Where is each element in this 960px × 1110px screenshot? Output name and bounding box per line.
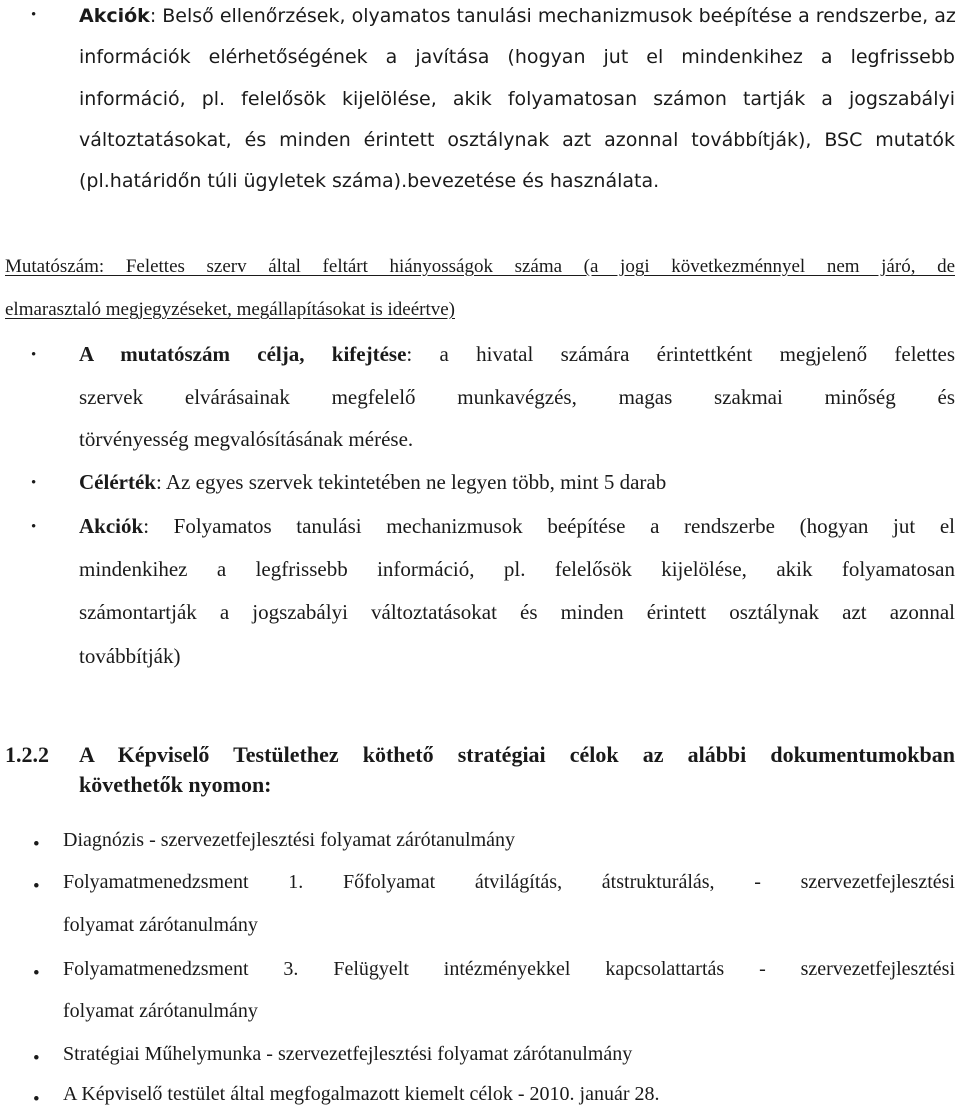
target-line-1: Célérték: Az egyes szervek tekintetében ne legyen több, mint 5 darab bbox=[79, 470, 667, 494]
actions-lead: Akciók bbox=[79, 514, 144, 538]
actions-line-2: mindenkihez a legfrissebb információ, pl. felelősök kijelölése, akik folyamatosan bbox=[79, 557, 955, 581]
action-line-3: információ, pl. felelősök kijelölése, akik folyamatosan számon tartják a jogszabályi bbox=[79, 88, 955, 110]
purpose-line-2: szervek elvárásainak megfelelő munkavégzés, magas szakmai minőség és bbox=[79, 385, 955, 409]
bullet-marker: • bbox=[31, 347, 37, 363]
bullet-marker: • bbox=[33, 834, 40, 855]
bullet-marker: • bbox=[33, 963, 40, 984]
actions-line-1: Akciók: Folyamatos tanulási mechanizmusok beépítése a rendszerbe (hogyan jut el bbox=[79, 514, 955, 538]
bullet-marker: • bbox=[31, 519, 37, 535]
indicator-line-1: Mutatószám: Felettes szerv által feltárt hiányosságok száma (a jogi következménnyel nem járó, de bbox=[5, 256, 955, 277]
document-line: folyamat zárótanulmány bbox=[63, 1000, 258, 1022]
target-lead: Célérték bbox=[79, 470, 156, 494]
section-title-line-1: A Képviselő Testülethez köthető stratégiai célok az alábbi dokumentumokban bbox=[79, 742, 955, 767]
action-line-1: Akciók: Belső ellenőrzések, olyamatos tanulási mechanizmusok beépítése a rendszerbe, az bbox=[79, 5, 956, 27]
purpose-lead: A mutatószám célja, kifejtése bbox=[79, 342, 407, 366]
indicator-line-2: elmarasztaló megjegyzéseket, megállapításokat is ideértve) bbox=[5, 299, 455, 320]
bullet-marker: • bbox=[33, 876, 40, 897]
bullet-marker: • bbox=[33, 1048, 40, 1069]
document-line: A Képviselő testület által megfogalmazott kiemelt célok - 2010. január 28. bbox=[63, 1083, 660, 1105]
actions-line-3: számontartják a jogszabályi változtatásokat és minden érintett osztálynak azt azonnal bbox=[79, 600, 955, 624]
document-line: Diagnózis - szervezetfejlesztési folyamat zárótanulmány bbox=[63, 829, 516, 851]
action-lead: Akciók bbox=[79, 5, 150, 27]
document-line: Folyamatmenedzsment 3. Felügyelt intézményekkel kapcsolattartás - szervezetfejlesztési bbox=[63, 958, 955, 980]
bullet-marker: • bbox=[31, 475, 37, 491]
section-number: 1.2.2 bbox=[5, 742, 49, 767]
bullet-marker: • bbox=[33, 1089, 40, 1110]
document-line: folyamat zárótanulmány bbox=[63, 914, 258, 936]
section-title-line-2: követhetők nyomon: bbox=[79, 772, 272, 797]
purpose-line-1: A mutatószám célja, kifejtése: a hivatal számára érintettként megjelenő felettes bbox=[79, 342, 956, 366]
actions-line-4: továbbítják) bbox=[79, 644, 181, 668]
bullet-marker: • bbox=[31, 7, 37, 23]
purpose-line-3: törvényesség megvalósításának mérése. bbox=[79, 427, 414, 451]
action-line-4: változtatásokat, és minden érintett osztálynak azt azonnal továbbítják), BSC mutatók bbox=[79, 129, 955, 151]
action-line-2: információk elérhetőségének a javítása (hogyan jut el mindenkihez a legfrissebb bbox=[79, 46, 955, 68]
document-line: Folyamatmenedzsment 1. Főfolyamat átvilágítás, átstrukturálás, - szervezetfejlesztési bbox=[63, 871, 955, 893]
document-line: Stratégiai Műhelymunka - szervezetfejlesztési folyamat zárótanulmány bbox=[63, 1043, 633, 1065]
action-line-5: (pl.határidőn túli ügyletek száma).bevezetése és használata. bbox=[79, 170, 660, 192]
